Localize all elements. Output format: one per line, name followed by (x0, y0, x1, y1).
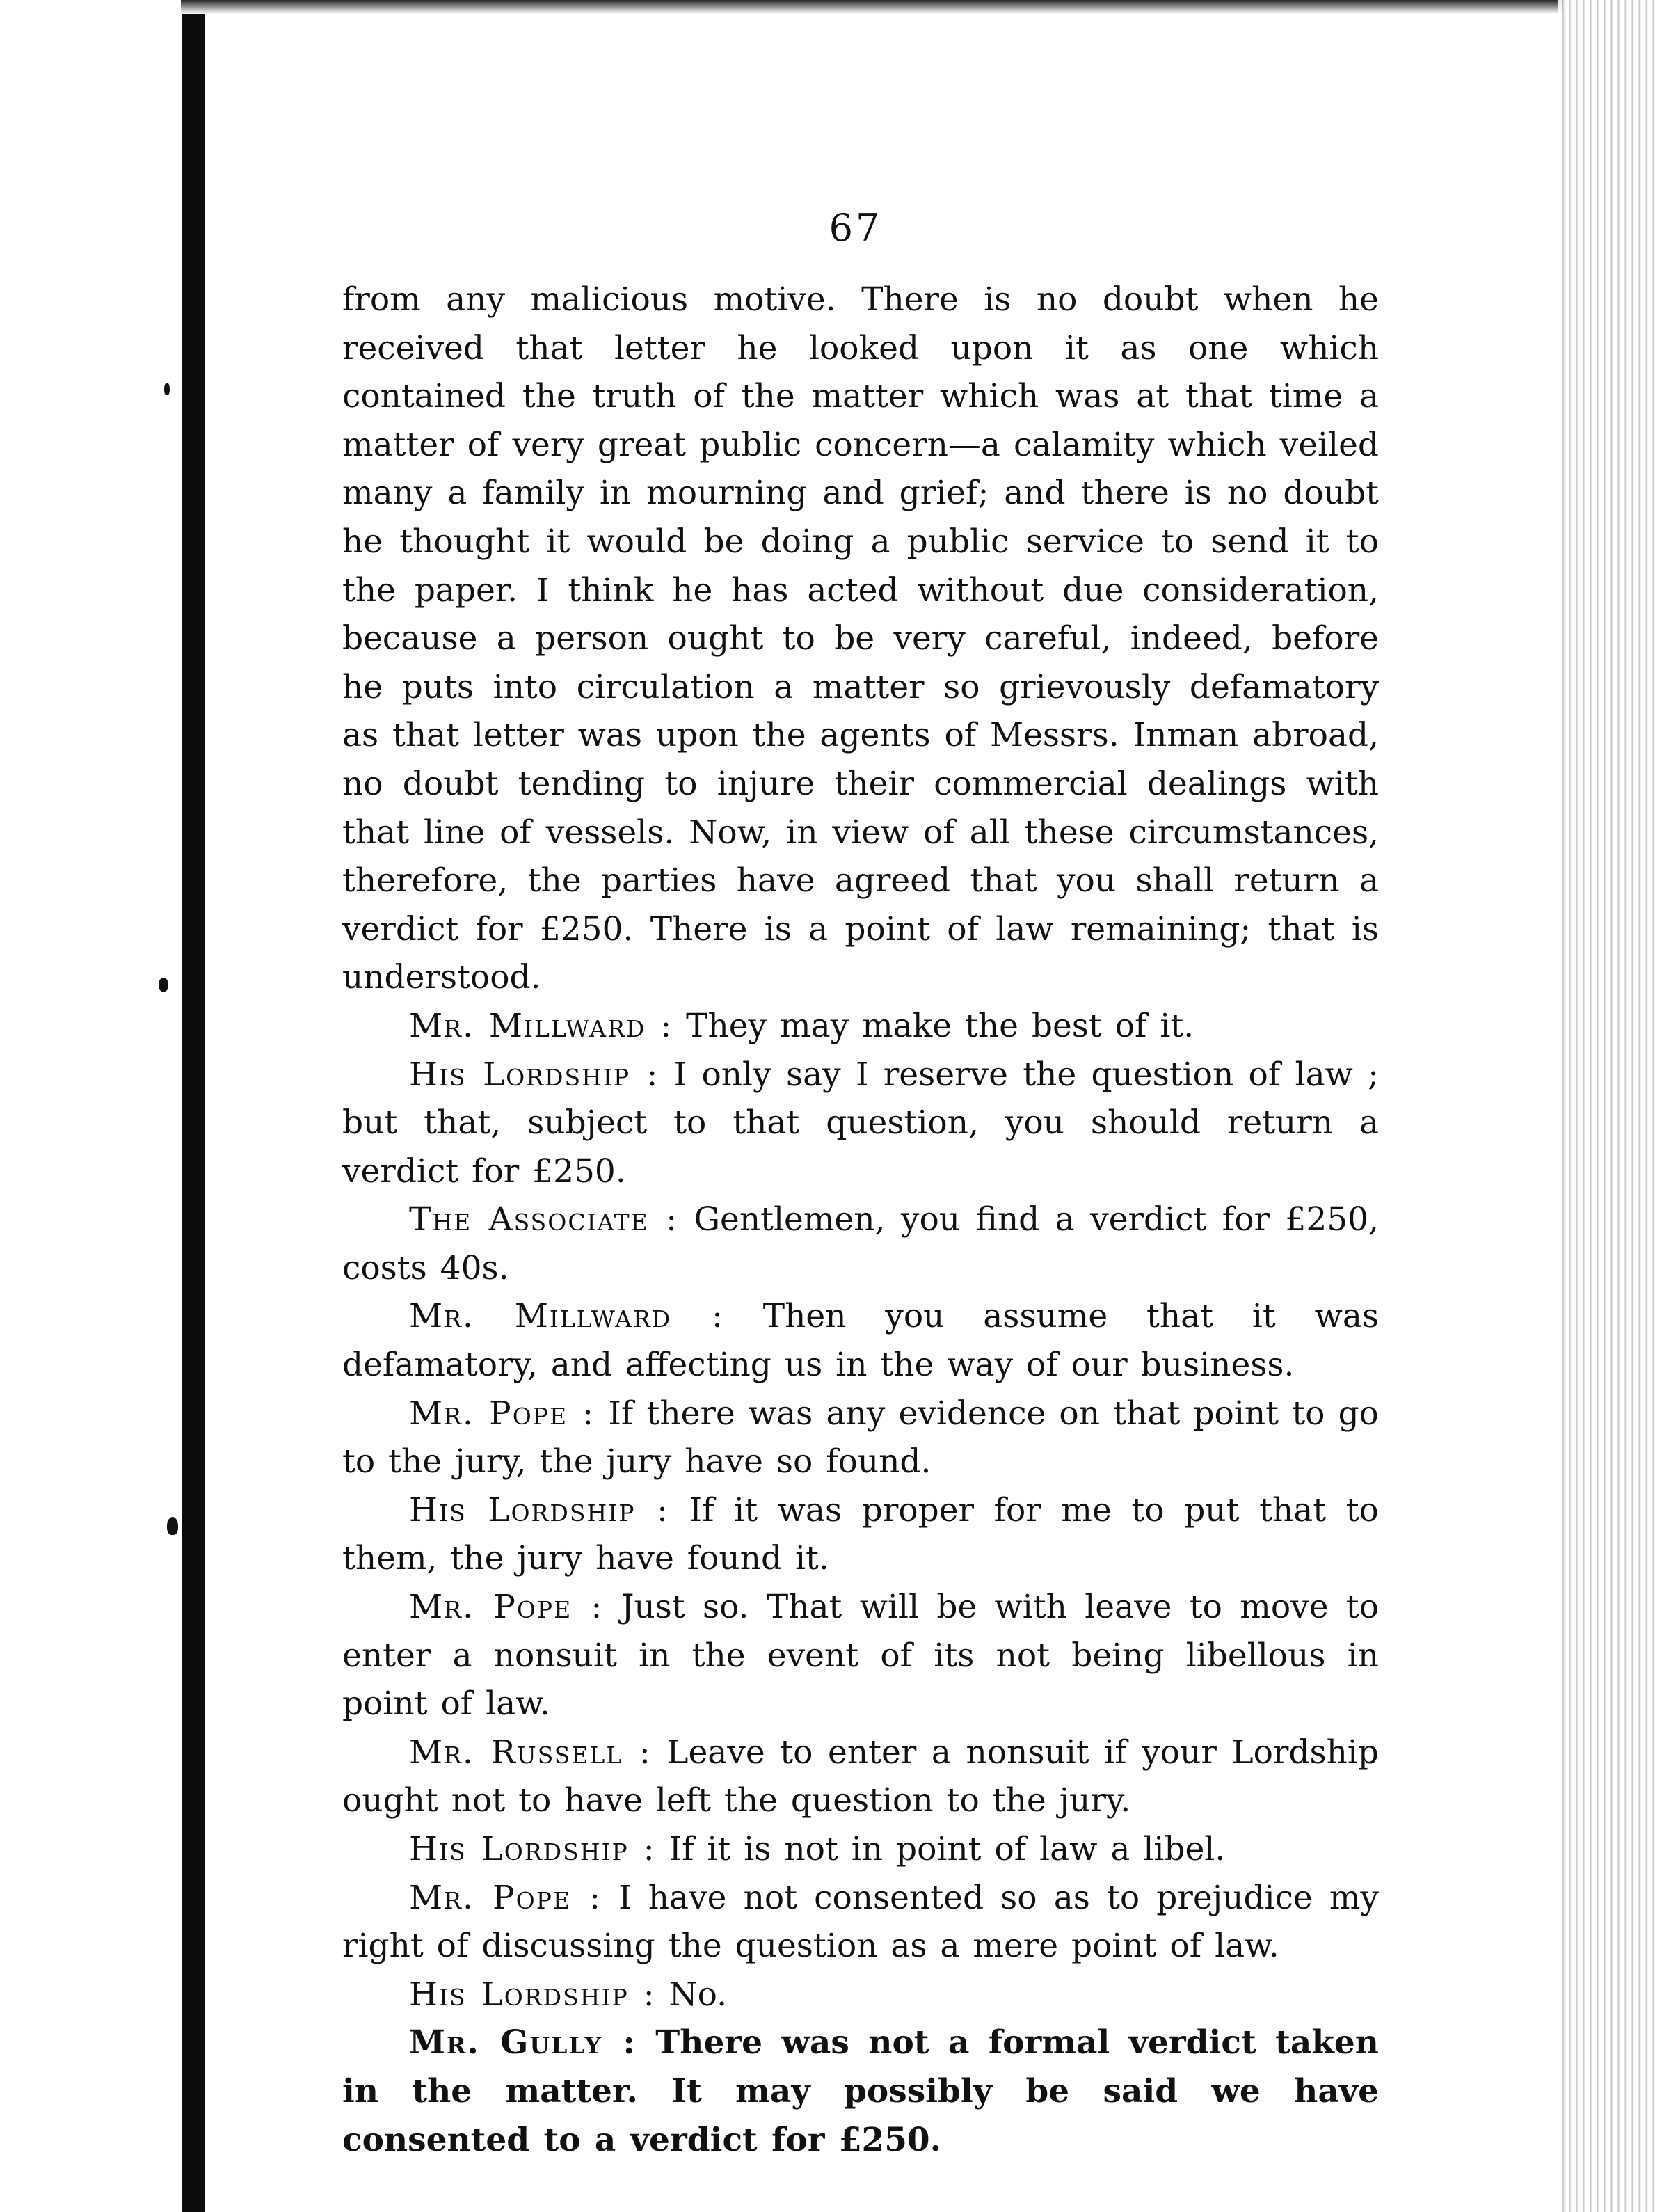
speaker-label: His Lordship : (409, 1975, 656, 2014)
exchange-lordship-3 (342, 1825, 1379, 1874)
speech-text: I only say I reserve the question of law ; but that, subject to that question, you should return a verdict for £250. (342, 1055, 1379, 1191)
speech-text: If there was any evidence on that point to go to the jury, the jury have so found. (342, 1394, 1379, 1481)
speaker-label: Mr. Millward : (409, 1297, 724, 1336)
speech-text: I have not consented so as to prejudice my right of discussing the question as a mere point of law. (342, 1878, 1379, 1966)
page-number: 67 (829, 206, 883, 250)
speaker-label: His Lordship : (409, 1490, 669, 1529)
exchange-pope-2 (342, 1583, 1379, 1728)
margin-mark (164, 383, 170, 395)
speaker-label: Mr. Pope : (409, 1588, 604, 1627)
exchange-gully (342, 2019, 1379, 2164)
speech-text: Leave to enter a nonsuit if your Lordship ought not to have left the question to the jury. (342, 1733, 1379, 1820)
speaker-label: Mr. Millward : (409, 1006, 673, 1045)
margin-mark (167, 1517, 178, 1535)
speaker-label: His Lordship : (409, 1055, 659, 1094)
exchange-lordship-2 (342, 1486, 1379, 1583)
speaker-label: Mr. Pope : (409, 1878, 602, 1917)
speech-text: If it is not in point of law a libel. (669, 1830, 1226, 1868)
speech-text: There was not a formal verdict taken in the matter. It may possibly be said we have consented to a verdict for £250. (342, 2023, 1379, 2159)
speech-text: No. (669, 1975, 728, 2014)
scan-binding-edge (182, 0, 205, 2212)
exchange-pope-3 (342, 1874, 1379, 1971)
exchange-millward-2 (342, 1292, 1379, 1389)
scan-left-margin (0, 0, 205, 2212)
speaker-label: His Lordship : (409, 1830, 656, 1868)
opening-paragraph: from any malicious motive. There is no doubt when he received that letter he looked upon it as one which contained the truth of the matter which was at that time a matter of very great public concern—a calamity which veiled many a family in mourning and grief; and there is no doubt he thought it would be doing a public service to send it to the paper. I think he has acted without due consideration, because a person ought to be very careful, indeed, before he puts into circulation a matter so grievously defamatory as that letter was upon the agents of Messrs. Inman abroad, no doubt tending to injure their commercial dealings with that line of vessels. Now, in view of all these circumstances, therefore, the parties have agreed that you shall return a verdict for £250. There is a point of law remaining; that is understood. (342, 280, 1379, 997)
speaker-label: Mr. Gully : (409, 2023, 637, 2062)
speech-text: Then you assume that it was defamatory, and affecting us in the way of our business. (342, 1297, 1379, 1385)
exchange-associate (342, 1195, 1379, 1292)
speech-text: Just so. That will be with leave to move to enter a nonsuit in the event of its not being libellous in point of law. (342, 1588, 1379, 1724)
margin-mark (159, 978, 168, 992)
exchange-millward-1 (342, 1002, 1379, 1051)
speech-text: Gentlemen, you find a verdict for £250, costs 40s. (342, 1200, 1379, 1287)
exchange-russell (342, 1728, 1379, 1825)
speech-text: If it was proper for me to put that to them, the jury have found it. (342, 1490, 1379, 1578)
speaker-label: The Associate : (409, 1200, 679, 1239)
scan-top-shadow (181, 0, 1565, 14)
speaker-label: Mr. Russell : (409, 1733, 652, 1772)
exchange-pope-1 (342, 1390, 1379, 1486)
document-body (342, 276, 1379, 2164)
exchange-lordship-4 (342, 1971, 1379, 2019)
speaker-label: Mr. Pope : (409, 1394, 595, 1433)
exchange-lordship-1 (342, 1051, 1379, 1196)
speech-text: They may make the best of it. (686, 1006, 1194, 1045)
scan-page-stack-edges (1558, 0, 1655, 2212)
